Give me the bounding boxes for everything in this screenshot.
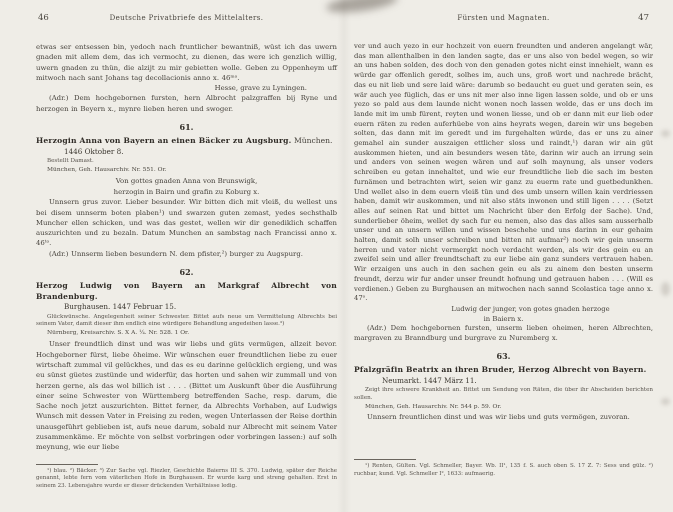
letter-63-title: Pfalzgräfin Beatrix an ihren Bruder, Herzog Albrecht von Bayern.: [354, 365, 647, 375]
page-left: [36, 0, 337, 512]
letter-63-date: Neumarkt. 1447 März 11.: [382, 375, 477, 385]
left-page-content: [36, 42, 337, 453]
letter-signature-line-2: in Baiern x.: [483, 314, 524, 323]
letter-62-date: Burghausen. 1447 Februar 15.: [64, 302, 177, 312]
left-running-title: Deutsche Privatbriefe des Mittelalters.: [109, 14, 264, 22]
letter-62-regest: Glückwünsche. Angelegenheit seiner Schwester. Bittet aufs neue um Vermittelung Albrechts bei seinem Vater, damit dieser ihm endlich eine würdigere Behandlung angedeihen lasse.³): [36, 313, 337, 327]
right-running-title: Fürsten und Magnaten.: [457, 14, 550, 22]
letter-61-source: München, Geh. Hausarchiv. Nr. 551. Or.: [47, 167, 167, 174]
letter-61-date: 1446 Oktober 8.: [64, 146, 124, 156]
letter-61-salutation-2: herzogin in Bairn und grafin zu Koburg x.: [113, 187, 260, 196]
letter-63-body: Unnsern freuntlichen dinst und was wir liebs und guts vermögen, zuvoran.: [367, 413, 630, 422]
letter-61-place: München.: [293, 136, 333, 146]
right-page-header: [354, 14, 653, 28]
footnote-rule: [36, 464, 98, 465]
letter-signature-line-1: Ludwig der junger, von gotes gnaden herzoge: [451, 304, 610, 313]
left-page-header: [36, 14, 337, 28]
letter-61-regest: Bestellt Damast.: [47, 158, 94, 165]
scan-edge-mark: [661, 282, 670, 296]
page-right: [354, 0, 653, 512]
letter-number-62: 62.: [179, 267, 194, 278]
letter-61-title: Herzogin Anna von Bayern an einen Bäcker zu Augsburg.: [36, 136, 292, 146]
footnote-rule: [354, 459, 416, 460]
left-footnotes: [36, 461, 337, 490]
scan-edge-mark: [661, 130, 670, 137]
letter-61-heading: [36, 136, 337, 147]
letter-62-heading: [36, 281, 337, 302]
right-footnotes: [354, 456, 653, 478]
letter-62-title: Herzog Ludwig von Bayern an Markgraf Albrecht von Brandenburg.: [36, 281, 337, 301]
letter-61-salutation-1: Von gottes gnaden Anna von Brunswigk,: [115, 177, 258, 186]
letter-number-61: 61.: [179, 122, 194, 133]
address-line: (Adr.) Dem hochgebornen fursten, unserm lieben oheimen, heren Albrechten, margraven zu Branndburg und burgrave zu Nuremberg x.: [354, 323, 653, 342]
letter-number-63: 63.: [496, 351, 511, 362]
letter-63-regest: Zeigt ihre schwere Krankheit an. Bittet um Sendung von Räten, die über ihr Abscheiden berichten sollen.: [354, 387, 653, 401]
right-page-number: 47: [638, 13, 649, 23]
right-page-content: [354, 42, 653, 423]
letter-signature: Hesse, grave zu Lyningen.: [214, 84, 307, 93]
letter-61-body: Unnsern grus zuvor. Lieber besunder. Wir bitten dich mit vleiß, du wellest uns bei disem unnserm boten plaben¹) und swarzen guten zemast, yedes sechsthalb Muncher ellen schicken, und was das gestet, wellen wir dir genediklich schaffen auszurichten und zu bezaln. Datum Munchen an sambstag nach Francissi anno x. 46ᵗᵒ.: [36, 198, 337, 248]
left-page-number: 46: [38, 13, 49, 23]
continuation-paragraph: etwas ser entsessen bin, yedoch nach fruntlicher bewantniß, wüst ich das uwern gnaden mit allem dem, das ich vermocht, zu dienen, das were ich genzlich willig, uwern gnaden zu thün, die alzijt zu mir gebietten wolle. Geben zu Oppenheym uff mitwoch nach sant Johans tag decollacionis anno x. 46ᵐᵒ.: [36, 43, 337, 82]
continuation-paragraph: ver und auch yezo in eur hochzeit von euern freundten und anderen angelangt wär, das man allenthalben in den landen sagte, das er uns also von bedel wegen, so wir an uns haben solden, des doch von den genaden gotes nicht einst innehielt, wann es würde gar offenlich geredt, solhes im, auch uns, groß wort und nachrede brächt, das eu nit lieb und sere laid wäre: darumb so bedaucht eu guet und geraten sein, es wär auch yee füglich, das er uns nit mer also inne ligen lassen solde, und ob er uns yezo so pald aus dem launde nicht wonen noch lassen wolde, das er uns doch im lande mit im umb fürent, reyten und wonen liesse, und ob er dann mit eur lieb oder euern räten zu reden auferhüebe von ains heyrats wegen, darein wir uns begeben solten, das dann mit im geredt und im furgehalten würde, das er uns zu ainer gemahel ain sunder auszaigen ettlicher sloss und raindt,¹) daran wir ain güt auskommen hieten, und ain besunders wesen täte, darinn wir auch an irrung sein und anders von seinen wegen wären und auf solh maynung, als unser voders schreiben eu getan innehaltet, und wie eur freundtliche lieb die sach im besten furnämen und betrachten wirt, seien wir ganz zu euerm rate und guetbedunkhen. Und wellet also in dem euern vleiß tün und des umb unsern willen kain verdriessen haben, damit wir auskommen, und nit also stäts inwonen und still ligen . . . . (Setzt alles auf seinen Rat und bittet um Nachricht über den Erfolg der Sache). Und, sunderlieber öheim, wellet dy sach fur eu nemen, also das das alles sam ausserhalb unser und an unsern willen und wissen beschehe und uns darinn in eur gehaim halten, damit solh unser schreiben und bitten nit aufmar²) noch wir gein unserm herren und vater nicht vermergkt noch verdacht werden, als wir des gein eu an zweifel sein und aller freundtschaft zu eur liebe ain ganz sunders vertrauen haben. Wir erzaigen uns auch in den sachen gein eu als zu ainem den besten unserm freundt, derzu wir fur ander unser freundt hofnung und getrauen haben . . . (Will es verdienen.) Geben zu Burghausen an mitwochen nach sannd Scolastica tage anno x. 47ᵒ.: [354, 42, 653, 303]
right-footnote-text: ¹) Renten, Gülten. Vgl. Schmeller, Bayer. Wb. II¹, 135 f. S. auch oben S. 17 Z. 7: Sess und gülz. ²) ruchbar, kund. Vgl. Schmeller I², 1633: aufmaerig.: [354, 463, 653, 477]
address-line: (Adr.) Dem hochgebornen fursten, hern Albrocht palzgraffen bij Ryne und herzogen in Beyern x., mynre lieben heren und swoger.: [36, 94, 337, 113]
book-gutter-shadow: [337, 0, 351, 512]
scan-edge-mark: [661, 398, 670, 405]
left-footnote-text: ¹) blau. ²) Bäcker. ³) Zur Sache vgl. Riezler, Geschichte Baierns III S. 370. Ludwig, später der Reiche genannt, lebte fern vom väterlichen Hofe in Burghausen. Er wurde karg und streng gehalten. Erst in seinem 23. Lebensjahre wurde er dieser drückenden Verhältnisse ledig.: [36, 468, 337, 489]
letter-62-source: Nürnberg, Kreisarchiv. S. X A. ¼. Nr. 528. 1 Or.: [47, 330, 190, 337]
letter-61-address: (Adr.) Unnserm lieben besundern N. dem pfister,²) burger zu Augspurg.: [49, 249, 303, 258]
letter-63-source: München, Geh. Hausarchiv. Nr. 544 p. 59. Or.: [365, 404, 502, 411]
letter-62-body: Unser freundtlich dinst und was wir liebs und güts vermügen, allzeit bevor. Hochgeborner fürst, liebe öheime. Wir wünschen euer freundtlichen liebe zu euer wirtschaft zummal vil gelückhes, und das es eu darinne gelücklich ergieng, und was eu sünst güetes zustünde und widerfür, das horten und sahen wir zummall und von herzen gerne, als das wol billich ist . . . . (Bittet um Auskunft über die Ausführung einer seine Schwester von Württemberg betreffenden Sache, resp. darum, die Sache noch jetzt auszurichten. Bittet ferner, da Albrechts Vorhaben, auf Ludwigs Wunsch mit dessen Vater in Freising zu reden, wegen Unterlassen der Reise dorthin unausgeführt geblieben ist, aufs neue darum, sobald nur Albrecht mit seinem Vater zusammenkäme. Er möchte von selbst vorbringen oder vorbringen lassen:) auf solh meynung, wie eur liebe: [36, 340, 337, 452]
letter-63-heading: [354, 365, 653, 376]
